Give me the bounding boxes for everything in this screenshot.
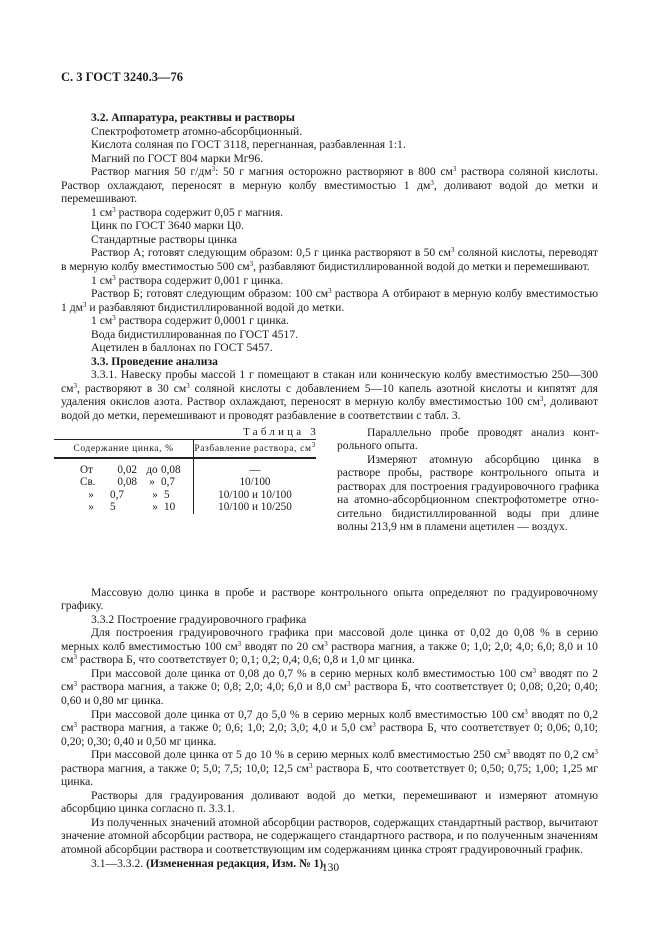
page-number: 130 bbox=[321, 862, 340, 874]
dilution-cell: — bbox=[249, 463, 261, 476]
water-line: Вода бидистиллированная по ГОСТ 4517. bbox=[91, 327, 299, 341]
acid-line: Кислота соляная по ГОСТ 3118, перегнанная, разбавленная 1:1. bbox=[91, 138, 406, 152]
table-and-side-text bbox=[61, 425, 598, 586]
dilution-cell: 10/100 и 10/250 bbox=[218, 501, 292, 514]
table-row bbox=[54, 458, 316, 477]
calibration-paragraph-2: При массовой доле цинка от 0,08 до 0,7 % в серию мерных колб вместимостью 100 $см^3$ вводят по 2 $см^3$ раствора магния, а также 0; 0,8; 2,0; 4,0; 6,0 и 8,0 $см^3$ раствора Б, что соответствует 0; 0,08; 0,20; 0,40; 0,60 и 0,80 мг цинка. bbox=[61, 666, 598, 707]
table-header-dilution: Разбавление раствора, $см^3$ bbox=[194, 439, 317, 458]
section-heading-3-2: 3.2. Аппаратура, реактивы и растворы bbox=[91, 111, 295, 124]
table-row bbox=[54, 501, 316, 514]
calibration-paragraph-5: Растворы для градуирования доливают водой до метки, перемешивают и измеряют атомную абсорбцию цинка согласно п. 3.3.1. bbox=[61, 788, 598, 816]
document-body bbox=[61, 111, 598, 870]
dilution-table bbox=[54, 439, 316, 514]
equipment-line: Спектрофотометр атомно-абсорбционный. bbox=[91, 124, 303, 138]
table-row bbox=[54, 476, 316, 489]
page-header: С. 3 ГОСТ 3240.3—76 bbox=[61, 70, 184, 84]
solution-b-content-line: 1 $см^3$ раствора содержит 0,0001 г цинка. bbox=[91, 314, 289, 328]
paragraph-3-3-1: 3.3.1. Навеску пробы массой 1 г помещают в стакан или коническую колбу вместимостью 250—300 $см^3$, растворяют в 30 $см^3$ соляной кислоты с добавлением 5—10 капель азотной кислоты и кипятят для удаления окислов азота. Раствор охлаждают, переносят в мерную колбу вместимостью 100 $см^3$, доливают водой до метки, перемешивают и проводят разбавление в соответствии с табл. 3. bbox=[61, 368, 599, 423]
std-solutions-line: Стандартные растворы цинка bbox=[91, 232, 237, 246]
side-text bbox=[337, 426, 599, 534]
calibration-paragraph-1: Для построения градуировочного графика при массовой доле цинка от 0,02 до 0,08 % в серию мерных колб вместимостью 100 $см^3$ вводят по 20 $см^3$ раствора магния, а также 0; 1,0; 2,0; 4,0; 6,0; 8,0 и 10 $см^3$ раствора Б, что соответствует 0; 0,1; 0,2; 0,4; 0,6; 0,8 и 1,0 мг цинка. bbox=[61, 626, 598, 667]
zinc-range-cell: Св. 0,08 » 0,7 bbox=[54, 476, 194, 489]
zinc-line: Цинк по ГОСТ 3640 марки Ц0. bbox=[91, 219, 244, 233]
magnesium-line: Магний по ГОСТ 804 марки Мг96. bbox=[91, 151, 264, 165]
dilution-cell: 10/100 bbox=[239, 476, 271, 489]
amendment-note: 3.1—3.3.2. (Измененная редакция, Изм. № 1). bbox=[91, 856, 327, 870]
dilution-cell: 10/100 и 10/100 bbox=[218, 488, 292, 501]
subsection-3-3-2: 3.3.2 Построение градуировочного графика bbox=[91, 612, 307, 626]
solution-a-content-line: 1 $см^3$ раствора содержит 0,001 г цинка. bbox=[91, 273, 284, 287]
section-heading-3-3: 3.3. Проведение анализа bbox=[91, 354, 218, 368]
table-row bbox=[54, 489, 316, 502]
solution-b-paragraph: Раствор Б; готовят следующим образом: 100 $см^3$ раствора А отбирают в мерную колбу вместимостью 1 $дм^3$ и разбавляют бидистиллированной водой до метки. bbox=[61, 287, 598, 314]
parallel-control-paragraph: Параллельно пробе проводят анализ контрольного опыта. bbox=[337, 425, 599, 453]
mass-fraction-paragraph: Массовую долю цинка в пробе и растворе контрольного опыта определяют по градуировочному графику. bbox=[61, 585, 598, 613]
calibration-paragraph-3: При массовой доле цинка от 0,7 до 5,0 % в серию мерных колб вместимостью 100 $см^3$ вводят по 0,2 $см^3$ раствора магния, а также 0; 0,6; 1,0; 2,0; 3,0; 4,0 и 5,0 $см^3$ раствора Б, что соответствует 0; 0,06; 0,10; 0,20; 0,30; 0,40 и 0,50 мг цинка. bbox=[61, 707, 598, 748]
table-caption: Таблица 3 bbox=[243, 425, 319, 438]
zinc-range-cell: » 0,7 » 5 bbox=[54, 489, 194, 502]
measurement-paragraph: Измеряют атомную абсорбцию цинка в растворе пробы, растворе контрольного опыта и растворах для построения градуировочного графика на атомно-абсорбционном спектрофотометре относительно бидистиллированной воды при длине волны 213,9 нм в пламени ацетилен — воздух. bbox=[337, 452, 599, 534]
zinc-range-cell: » 5 » 10 bbox=[54, 501, 194, 514]
table-header-zinc-content: Содержание цинка, % bbox=[54, 439, 194, 458]
calibration-paragraph-6: Из полученных значений атомной абсорбции растворов, содержащих стандартный раствор, вычитают значение атомной абсорбции раствора, не содержащего стандартного раствора, и по полученным значениям атомной абсорбции раствора и соответствующим им содержаниям цинка строят градуировочный график. bbox=[61, 815, 598, 856]
calibration-paragraph-4: При массовой доле цинка от 5 до 10 % в серию мерных колб вместимостью 250 $см^3$ вводят по 0,2 $см^3$ раствора магния, а также 0; 5,0; 7,5; 10,0; 12,5 $см^3$ раствора Б, что соответствует 0; 0,50; 0,75; 1,00; 1,25 мг цинка. bbox=[61, 748, 598, 789]
zinc-range-cell: От 0,02 до 0,08 bbox=[54, 458, 194, 477]
mg-content-line: 1 $см^3$ раствора содержит 0,05 г магния. bbox=[91, 205, 284, 219]
solution-a-paragraph: Раствор А; готовят следующим образом: 0,5 г цинка растворяют в 50 $см^3$ соляной кислоты, переводят в мерную колбу вместимостью 500 $см^3$, разбавляют бидистиллированной водой до метки и перемешивают. bbox=[61, 246, 598, 274]
table-3 bbox=[54, 425, 319, 514]
mg-solution-paragraph: Раствор магния 50 $г/дм^3$: 50 г магния осторожно растворяют в 800 $см^3$ раствора соляной кислоты. Раствор охлаждают, переносят в мерную колбу вместимостью 1 $дм^3$, доливают водой до метки и перемешивают. bbox=[61, 165, 598, 206]
acetylene-line: Ацетилен в баллонах по ГОСТ 5457. bbox=[91, 341, 273, 355]
